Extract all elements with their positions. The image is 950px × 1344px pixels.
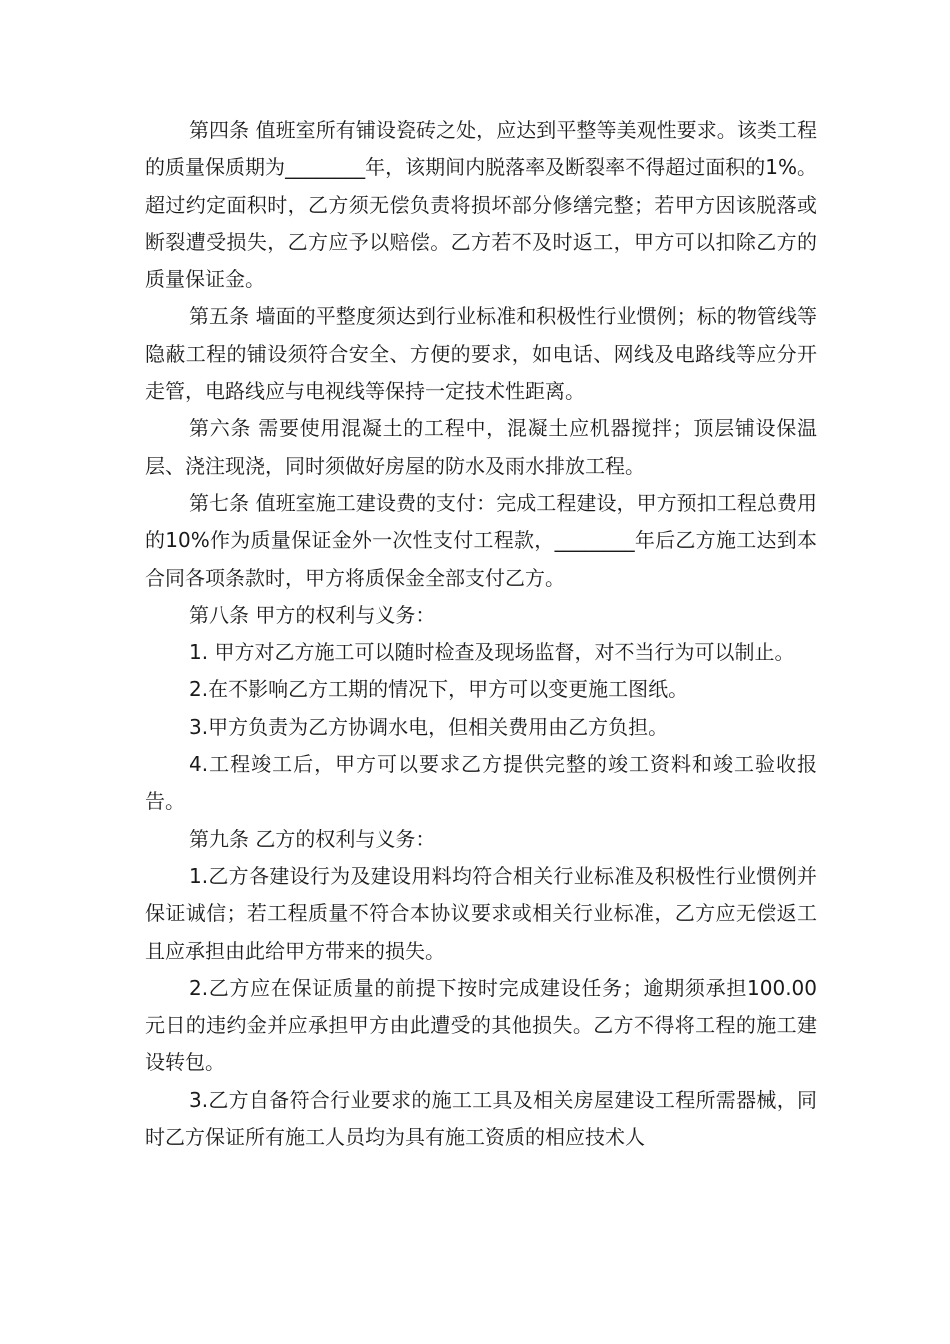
- paragraph-article-5: 第五条 墙面的平整度须达到行业标准和积极性行业惯例；标的物管线等隐蔽工程的铺设须符合安全、方便的要求，如电话、网线及电路线等应分开走管，电路线应与电视线等保持一定技术性距离。: [145, 304, 817, 404]
- paragraph-article-4: 第四条 值班室所有铺设瓷砖之处，应达到平整等美观性要求。该类工程的质量保质期为________年，该期间内脱落率及断裂率不得超过面积的1%。超过约定面积时，乙方须无偿负责将损坏部分修缮完整；若甲方因该脱落或断裂遭受损失，乙方应予以赔偿。乙方若不及时返工，甲方可以扣除乙方的质量保证金。: [145, 118, 817, 292]
- paragraph-article-8-heading: 第八条 甲方的权利与义务：: [189, 602, 436, 627]
- paragraph-article-8-item-3: 3.甲方负责为乙方协调水电，但相关费用由乙方负担。: [189, 714, 669, 739]
- paragraph-article-8-item-1: 1. 甲方对乙方施工可以随时检查及现场监督，对不当行为可以制止。: [189, 640, 795, 665]
- paragraph-article-9-item-1: 1.乙方各建设行为及建设用料均符合相关行业标准及积极性行业惯例并保证诚信；若工程质量不符合本协议要求或相关行业标准，乙方应无偿返工且应承担由此给甲方带来的损失。: [145, 863, 817, 963]
- paragraph-article-8-item-2: 2.在不影响乙方工期的情况下，甲方可以变更施工图纸。: [189, 677, 689, 702]
- paragraph-article-6: 第六条 需要使用混凝土的工程中，混凝土应机器搅拌；顶层铺设保温层、浇注现浇，同时须做好房屋的防水及雨水排放工程。: [145, 416, 817, 478]
- paragraph-article-9-item-2: 2.乙方应在保证质量的前提下按时完成建设任务；逾期须承担100.00元日的违约金并应承担甲方由此遭受的其他损失。乙方不得将工程的施工建设转包。: [145, 975, 817, 1075]
- document-body: [145, 112, 817, 1156]
- paragraph-article-7: 第七条 值班室施工建设费的支付：完成工程建设，甲方预扣工程总费用的10%作为质量保证金外一次性支付工程款，________年后乙方施工达到本合同各项条款时，甲方将质保金全部支付乙方。: [145, 490, 817, 590]
- paragraph-article-8-item-4: 4.工程竣工后，甲方可以要求乙方提供完整的竣工资料和竣工验收报告。: [145, 752, 817, 814]
- paragraph-article-9-heading: 第九条 乙方的权利与义务：: [189, 826, 436, 851]
- paragraph-article-9-item-3: 3.乙方自备符合行业要求的施工工具及相关房屋建设工程所需器械，同时乙方保证所有施工人员均为具有施工资质的相应技术人: [145, 1087, 817, 1150]
